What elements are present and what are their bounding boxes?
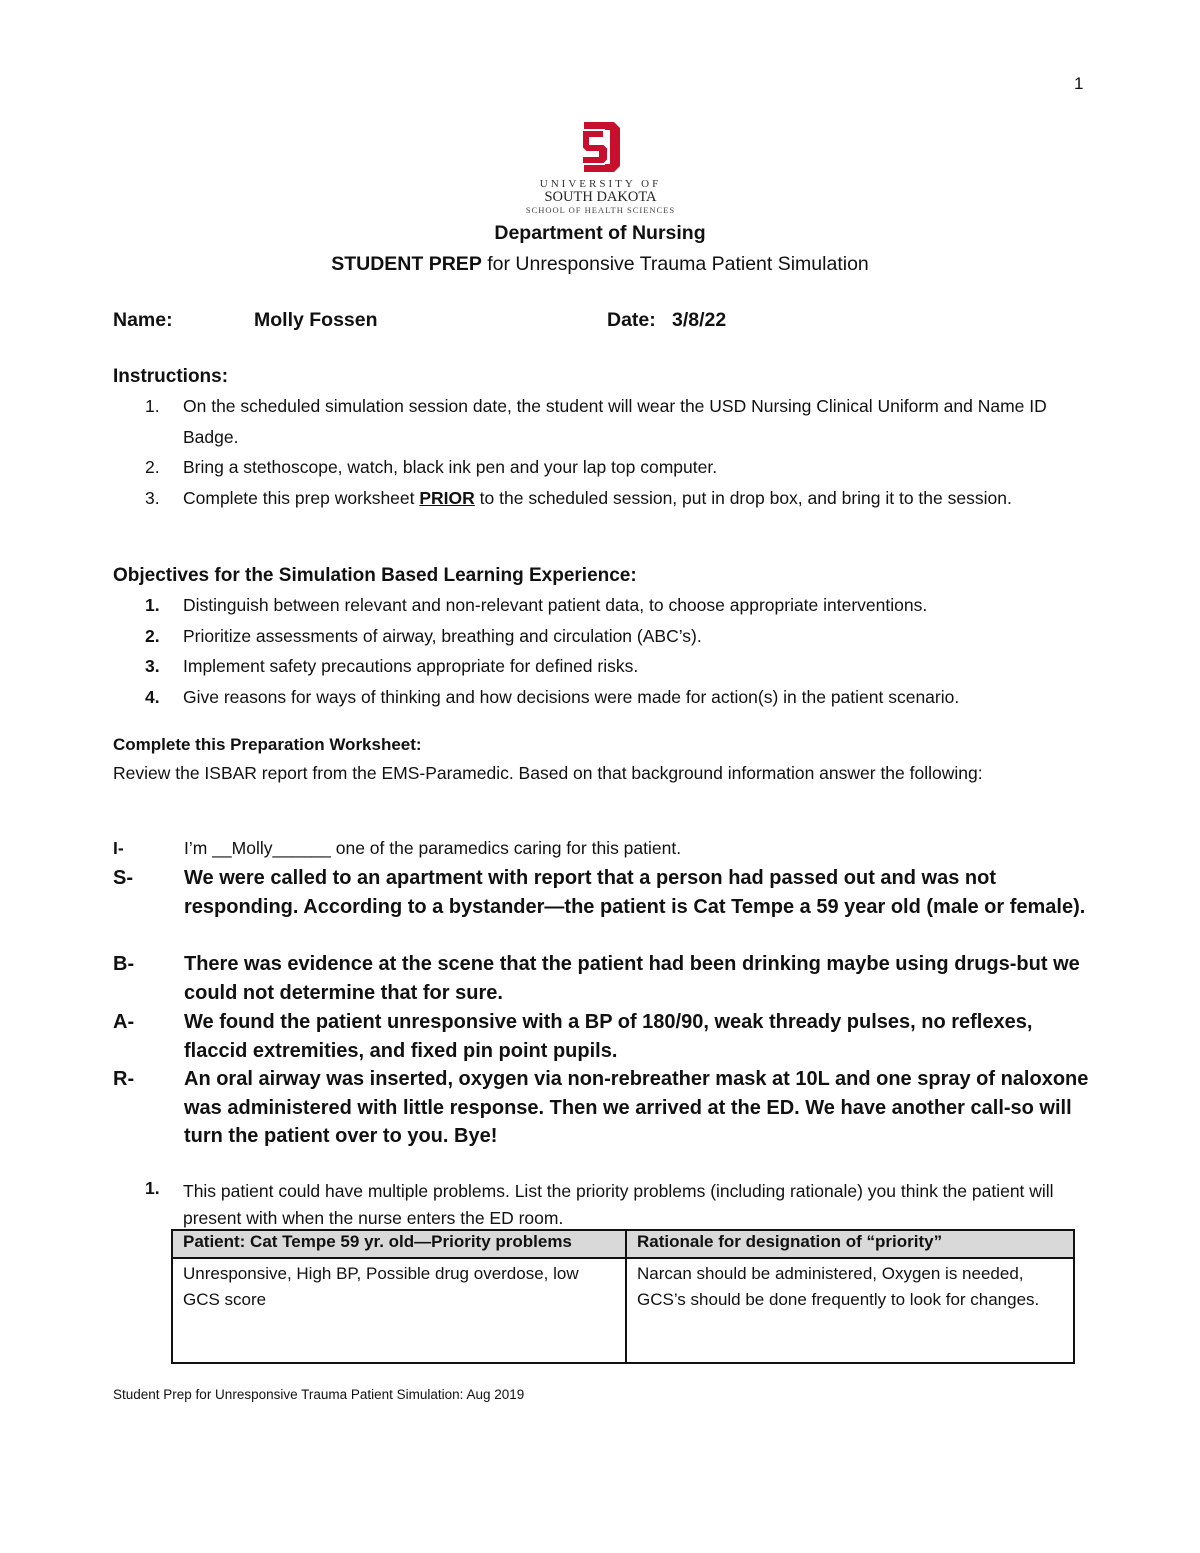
logo-line-school: SCHOOL OF HEALTH SCIENCES bbox=[525, 205, 676, 215]
list-item: 1. On the scheduled simulation session date, the student will wear the USD Nursing Clinical Uniform and Name ID Badge. bbox=[145, 396, 1047, 447]
header-priority-problems: Patient: Cat Tempe 59 yr. old—Priority problems bbox=[172, 1230, 626, 1258]
usd-monogram-icon bbox=[580, 120, 622, 174]
prior-emphasis: PRIOR bbox=[419, 487, 475, 508]
list-item: 2. Bring a stethoscope, watch, black ink pen and your lap top computer. bbox=[145, 457, 718, 477]
review-text: Review the ISBAR report from the EMS-Paramedic. Based on that background information answer the following: bbox=[113, 763, 983, 783]
title-rest: for Unresponsive Trauma Patient Simulation bbox=[481, 253, 869, 275]
priority-problems-table bbox=[171, 1229, 1075, 1364]
logo-line-south-dakota: SOUTH DAKOTA bbox=[544, 189, 657, 205]
list-item: 4. Give reasons for ways of thinking and how decisions were made for action(s) in the patient scenario. bbox=[145, 686, 960, 707]
department-title: Department of Nursing bbox=[494, 222, 706, 244]
objectives-heading: Objectives for the Simulation Based Learning Experience: bbox=[113, 565, 637, 586]
page-number: 1 bbox=[1074, 74, 1084, 93]
cell-rationale[interactable]: Narcan should be administered, Oxygen is needed, GCS’s should be done frequently to look for changes. bbox=[626, 1258, 1074, 1363]
list-item: 1. Distinguish between relevant and non-relevant patient data, to choose appropriate interventions. bbox=[145, 595, 928, 615]
university-logo bbox=[518, 120, 683, 215]
list-item: 3. Implement safety precautions appropriate for defined risks. bbox=[145, 656, 639, 676]
instructions-heading: Instructions: bbox=[113, 366, 229, 387]
objectives-list bbox=[145, 590, 1090, 712]
date-label: Date: bbox=[607, 309, 656, 331]
name-value: Molly Fossen bbox=[254, 309, 378, 331]
logo-line-university-of: UNIVERSITY OF bbox=[539, 178, 662, 190]
document-title bbox=[0, 253, 1200, 276]
instructions-list bbox=[145, 391, 1090, 513]
list-item: 3. Complete this prep worksheet PRIOR to the scheduled session, put in drop box, and bring it to the session. bbox=[145, 487, 1012, 508]
name-label: Name: bbox=[113, 309, 173, 331]
page-footer: Student Prep for Unresponsive Trauma Patient Simulation: Aug 2019 bbox=[113, 1387, 525, 1402]
header-rationale: Rationale for designation of “priority” bbox=[626, 1230, 1074, 1258]
cell-priority-problems[interactable]: Unresponsive, High BP, Possible drug overdose, low GCS score bbox=[172, 1258, 626, 1363]
title-bold: STUDENT PREP bbox=[331, 253, 482, 275]
table-row bbox=[172, 1258, 1074, 1363]
list-item: 2. Prioritize assessments of airway, breathing and circulation (ABC’s). bbox=[145, 625, 702, 646]
worksheet-heading: Complete this Preparation Worksheet: bbox=[113, 735, 422, 754]
date-value: 3/8/22 bbox=[672, 309, 727, 331]
table-header-row bbox=[172, 1230, 1074, 1258]
